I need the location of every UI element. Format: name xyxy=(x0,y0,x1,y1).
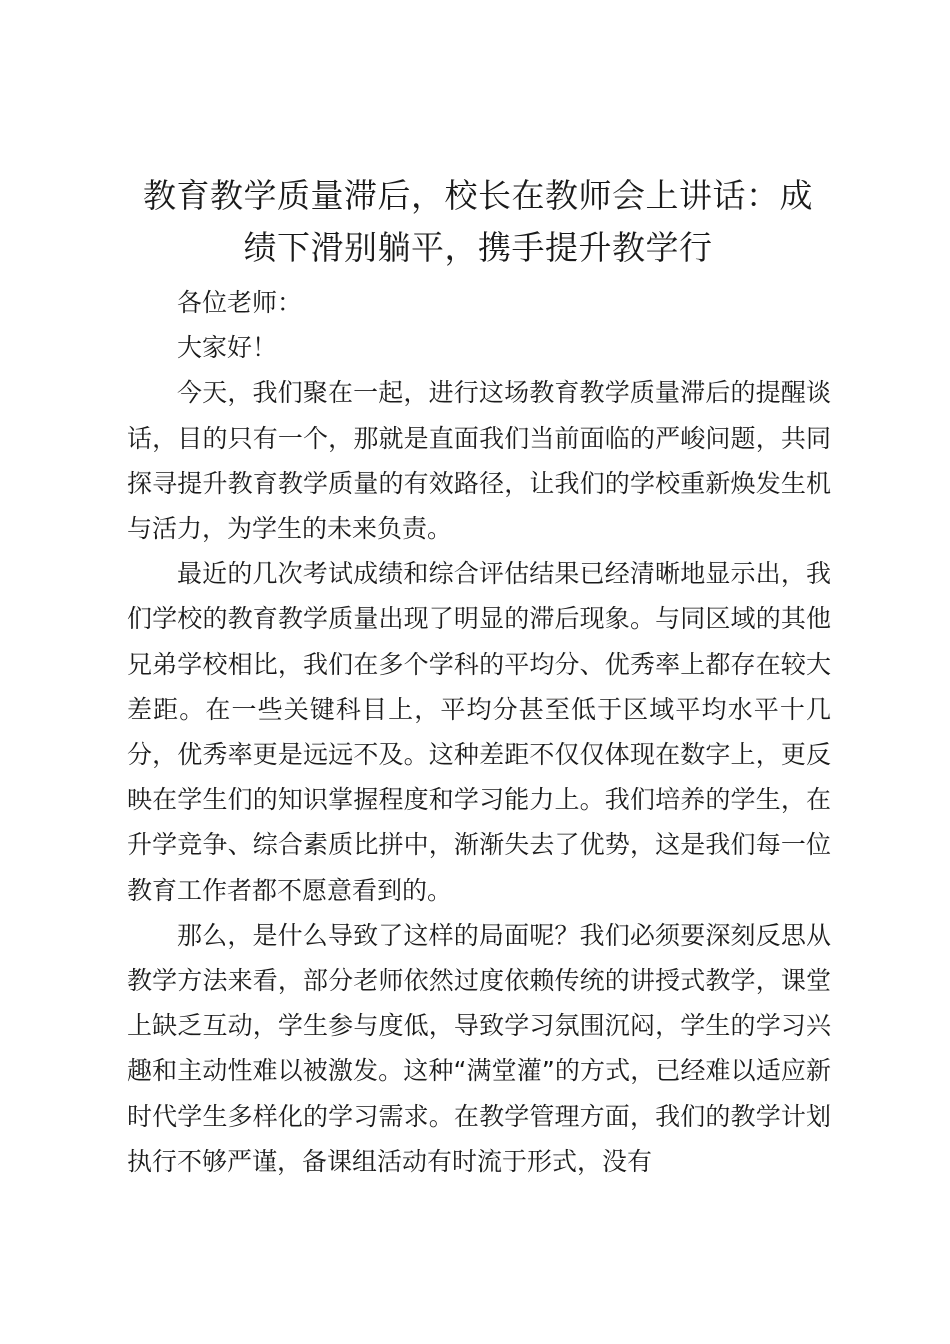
document-page xyxy=(127,170,831,1184)
salutation: 各位老师： xyxy=(177,288,303,317)
greeting: 大家好！ xyxy=(177,333,278,363)
paragraph-situation: 最近的几次考试成绩和综合评估结果已经清晰地显示出，我们学校的教育教学质量出现了明显的滞后现象。与同区域的其他兄弟学校相比，我们在多个学科的平均分、优秀率上都存在较大差距。在一些关键科目上，平均分甚至低于区域平均水平十几分，优秀率更是远远不及。这种差距不仅仅体现在数字上，更反映在学生们的知识掌握程度和学习能力上。我们培养的学生，在升学竞争、综合素质比拼中，渐渐失去了优势，这是我们每一位教育工作者都不愿意看到的。 xyxy=(127,559,831,905)
title-line-1: 教育教学质量滞后，校长在教师会上讲话：成 xyxy=(143,176,813,215)
paragraph-reflection: 那么，是什么导致了这样的局面呢？我们必须要深刻反思从教学方法来看，部分老师依然过度依赖传统的讲授式教学，课堂上缺乏互动，学生参与度低，导致学习氛围沉闷，学生的学习兴趣和主动性难以被激发。这种“满堂灌”的方式，已经难以适应新时代学生多样化的学习需求。在教学管理方面，我们的教学计划执行不够严谨，备课组活动有时流于形式，没有 xyxy=(127,920,831,1176)
paragraph-intro: 今天，我们聚在一起，进行这场教育教学质量滞后的提醒谈话，目的只有一个，那就是直面我们当前面临的严峻问题，共同探寻提升教育教学质量的有效路径，让我们的学校重新焕发生机与活力，为学生的未来负责。 xyxy=(127,378,831,544)
document-title xyxy=(126,170,830,274)
title-line-2: 绩下滑别躺平，携手提升教学行 xyxy=(243,228,713,267)
document-body xyxy=(127,280,831,1184)
